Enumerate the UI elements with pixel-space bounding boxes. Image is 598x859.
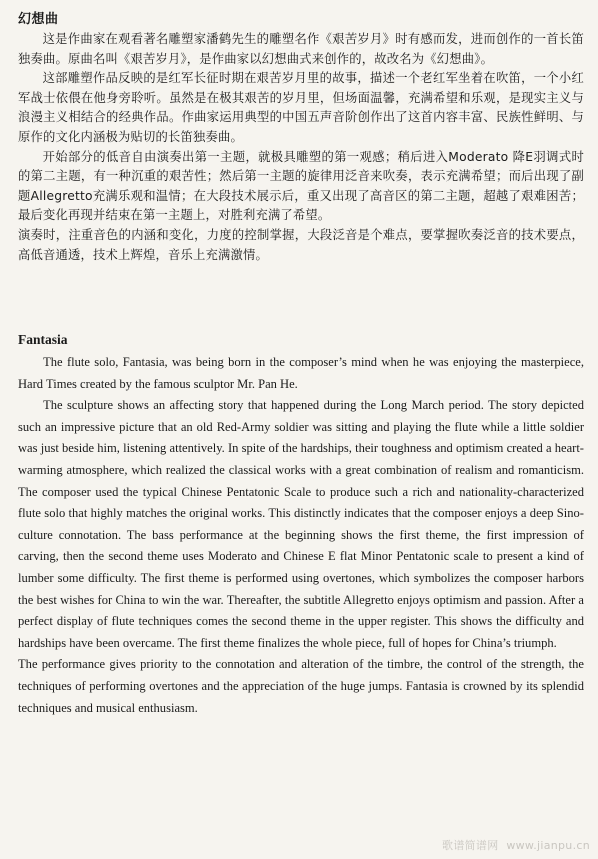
english-paragraph-1: The flute solo, Fantasia, was being born in the composer’s mind when he was enjoying the masterpiece, Hard Times created by the famous sculptor Mr. Pan He. bbox=[18, 355, 584, 391]
chinese-paragraph-3: 开始部分的低音自由演奏出第一主题，就极具雕塑的第一观感；稍后进入Moderato 降E羽调式时的第二主题，有一种沉重的艰苦性；然后第一主题的旋律用泛音来吹奏，表示充满希望；而后出现了副题Allegretto充满乐观和温情；在大段技术展示后，重又出现了高音区的第二主题，超越了艰难困苦；最后变化再现并结束在第一主题上，对胜利充满了希望。 bbox=[18, 149, 584, 223]
english-paragraph-2: The sculpture shows an affecting story that happened during the Long March period. The story depicted such an impressive picture that an old Red-Army soldier was sitting and playing the flute while a little soldier was just beside him, listening attentively. In spite of the hardships, their toughness and optimism created a heart-warming atmosphere, which realized the classical works with a great combination of realism and romanticism. The composer used the typical Chinese Pentatonic Scale to produce such a rich and nationality-characterized flute solo that highly matches the original works. This distinctly indicates that the composer enjoys a deep Sino-culture connotation. The bass performance at the beginning shows the first theme, the first impression of carving, then the second theme uses Moderato and Chinese E flat Minor Pentatonic scale to present a kind of lumber some difficulty. The first theme is performed using overtones, which symbolizes the composer harbors the best wishes for China to win the war. Thereafter, the subtitle Allegretto enjoys optimism and passion. After a perfect display of flute techniques comes the second theme in the upper register. This shows the difficulty and hardships have been overcame. The first theme finalizes the whole piece, full of hopes for China’s triumph. bbox=[18, 398, 584, 650]
site-watermark bbox=[442, 837, 590, 853]
english-paragraph-3: The performance gives priority to the connotation and alteration of the timbre, the control of the strength, the techniques of performing overtones and the appreciation of the huge jumps. Fantasia is crowned by its splendid techniques and musical enthusiasm. bbox=[18, 657, 584, 715]
chinese-paragraph-1: 这是作曲家在观看著名雕塑家潘鹤先生的雕塑名作《艰苦岁月》时有感而发，进而创作的一首长笛独奏曲。原曲名叫《艰苦岁月》，是作曲家以幻想曲式来创作的，故改名为《幻想曲》。 bbox=[18, 32, 584, 66]
watermark-url: www.jianpu.cn bbox=[506, 839, 590, 852]
chinese-title: 幻想曲 bbox=[18, 12, 59, 27]
chinese-paragraph-4: 演奏时，注重音色的内涵和变化，力度的控制掌握，大段泛音是个难点，要掌握吹奏泛音的技术要点，高低音通透，技术上辉煌，音乐上充满激情。 bbox=[18, 227, 584, 262]
watermark-site-name: 歌谱简谱网 bbox=[442, 839, 499, 852]
english-title: Fantasia bbox=[18, 332, 68, 347]
english-body bbox=[18, 352, 584, 719]
chinese-body bbox=[18, 30, 584, 265]
chinese-paragraph-2: 这部雕塑作品反映的是红军长征时期在艰苦岁月里的故事，描述一个老红军坐着在吹笛，一个小红军战士依偎在他身旁聆听。虽然是在极其艰苦的岁月里，但场面温馨，充满希望和乐观，是现实主义与浪漫主义相结合的经典作品。作曲家运用典型的中国五声音阶创作出了这首内容丰富、民族性鲜明、与原作的文化内涵极为贴切的长笛独奏曲。 bbox=[18, 71, 584, 144]
